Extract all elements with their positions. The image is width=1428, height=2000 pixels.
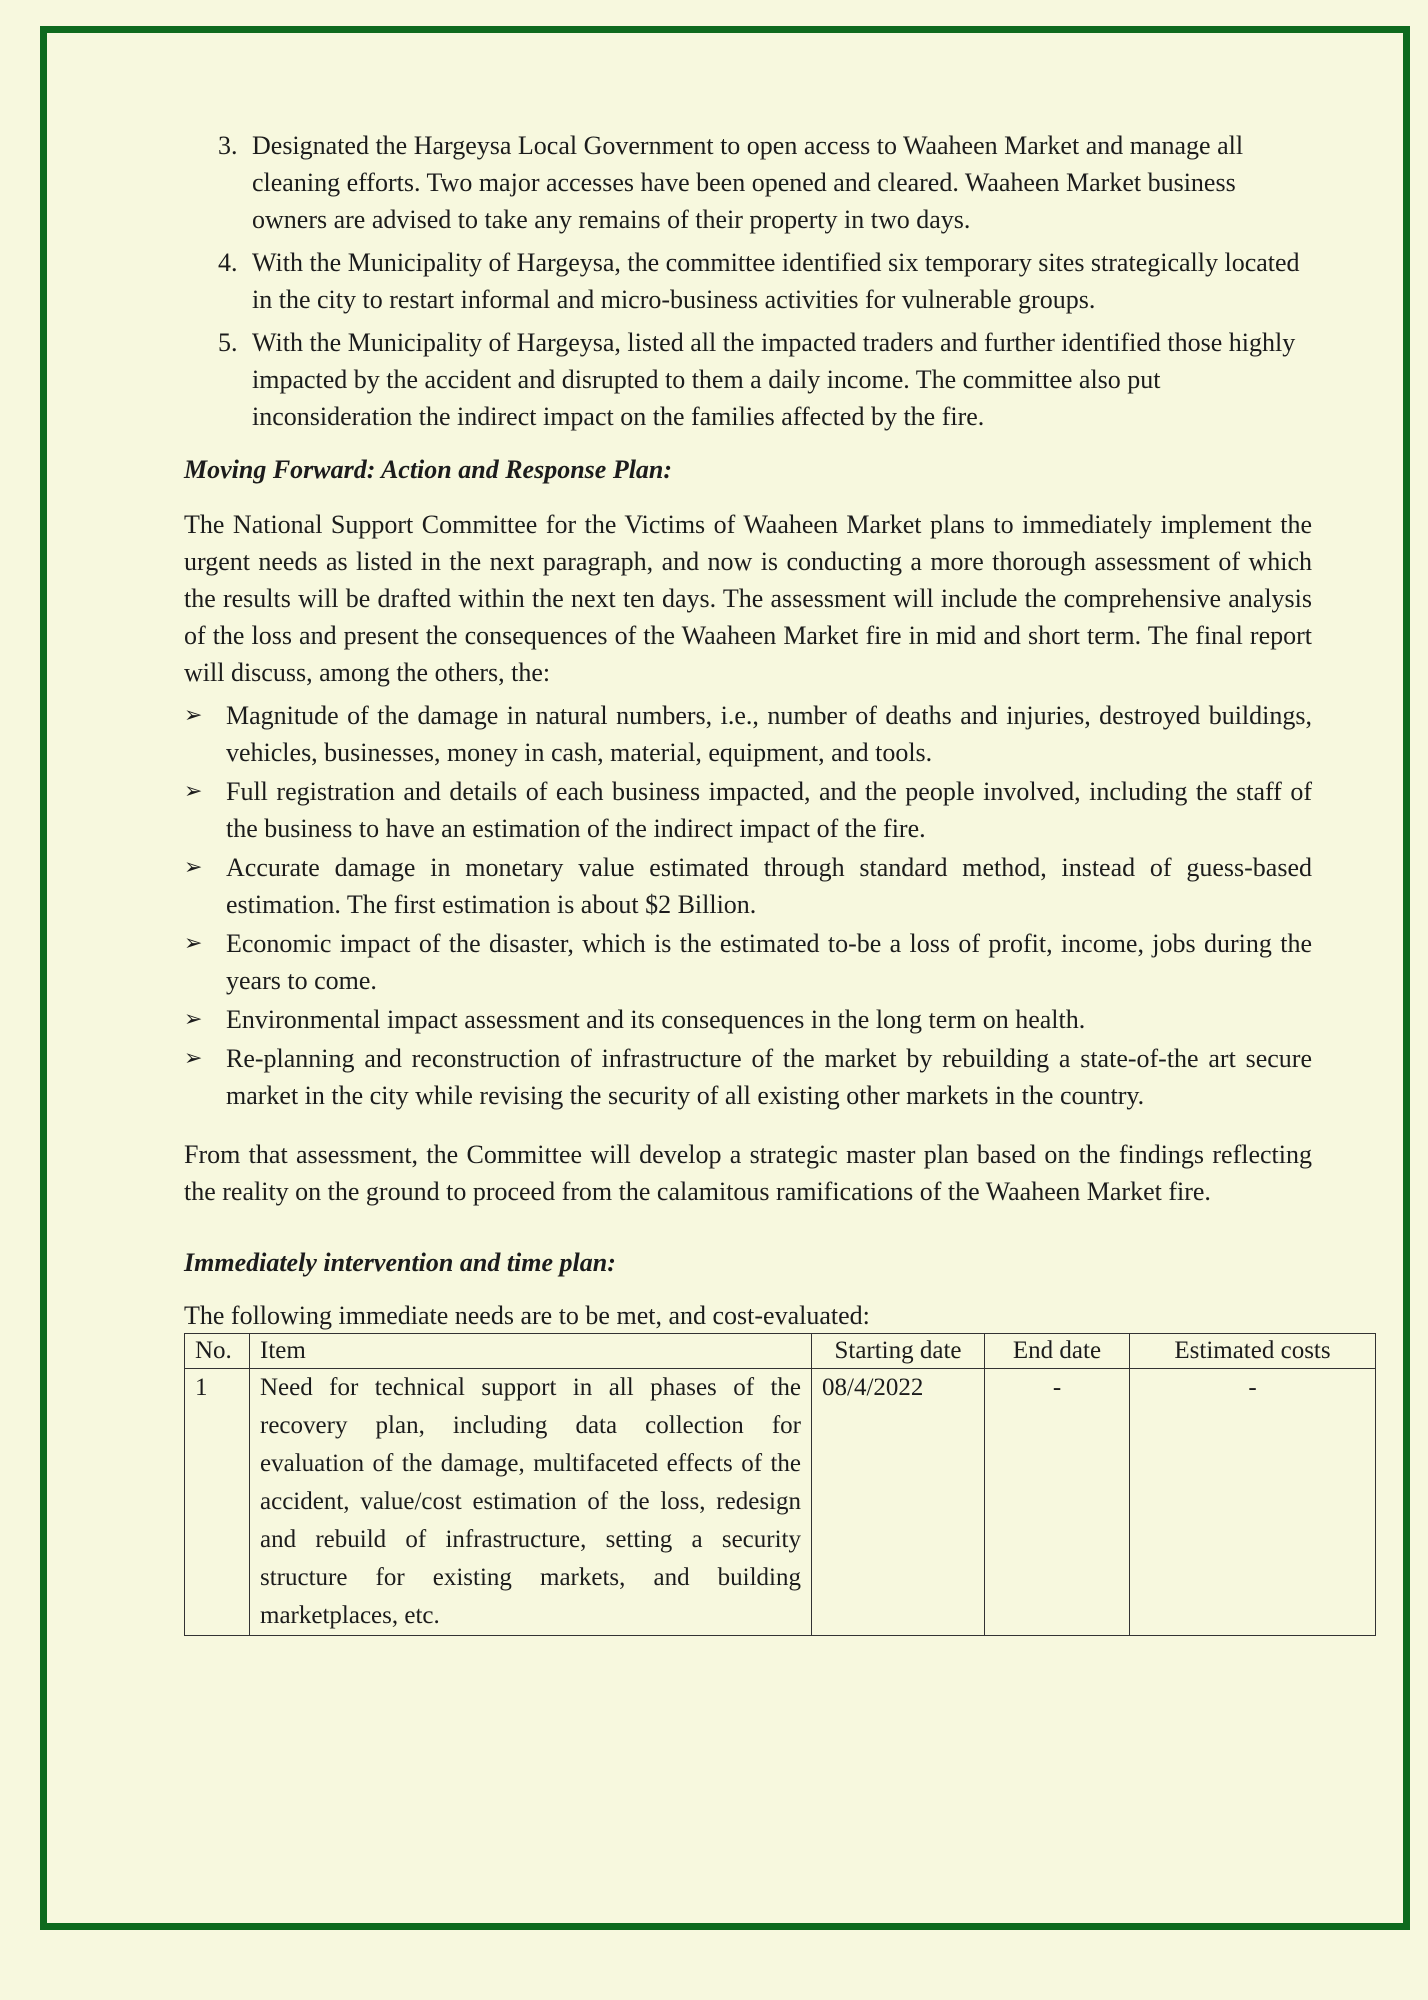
list-item: 3. Designated the Hargeysa Local Government to open access to Waaheen Market and manage all cleaning efforts. Two major accesses have been opened and cleared. Waaheen Market business owners are advised to take any remains of their property in two days. bbox=[218, 131, 1244, 234]
cell-end-date: - bbox=[985, 1369, 1130, 1636]
arrow-bullet-icon: ➢ bbox=[184, 855, 203, 880]
bullet-item: ➢ Accurate damage in monetary value estimated through standard method, instead of guess-based estimation. The first estimation is about $2 Billion. bbox=[184, 849, 1312, 923]
bullet-item: ➢ Magnitude of the damage in natural numbers, i.e., number of deaths and injuries, destroyed buildings, vehicles, businesses, money in cash, material, equipment, and tools. bbox=[184, 697, 1312, 771]
arrow-bullet-icon: ➢ bbox=[184, 779, 203, 804]
header-no: No. bbox=[185, 1334, 250, 1369]
arrow-bullet-icon: ➢ bbox=[184, 1007, 203, 1032]
header-end-date: End date bbox=[985, 1334, 1130, 1369]
section-heading: Moving Forward: Action and Response Plan: bbox=[184, 455, 673, 484]
arrow-bullet-icon: ➢ bbox=[184, 703, 203, 728]
bullet-list bbox=[184, 697, 1312, 1114]
cell-estimated-costs: - bbox=[1130, 1369, 1376, 1636]
arrow-bullet-icon: ➢ bbox=[184, 931, 203, 956]
bullet-item: ➢ Re-planning and reconstruction of infrastructure of the market by rebuilding a state-of-the art secure market in the city while revising the security of all existing other markets in the country. bbox=[184, 1040, 1312, 1114]
header-item: Item bbox=[250, 1334, 812, 1369]
table-header-row bbox=[185, 1334, 1376, 1369]
paragraph: From that assessment, the Committee will develop a strategic master plan based on the findings reflecting the reality on the ground to proceed from the calamitous ramifications of the Waaheen Market fire. bbox=[184, 1140, 1312, 1206]
section-heading: Immediately intervention and time plan: bbox=[184, 1248, 616, 1277]
arrow-bullet-icon: ➢ bbox=[184, 1046, 203, 1071]
header-start-date: Starting date bbox=[812, 1334, 985, 1369]
table-intro: The following immediate needs are to be met, and cost-evaluated: bbox=[184, 1301, 870, 1330]
bullet-item: ➢ Environmental impact assessment and its consequences in the long term on health. bbox=[184, 1001, 1312, 1038]
bullet-item: ➢ Economic impact of the disaster, which is the estimated to-be a loss of profit, income, jobs during the years to come. bbox=[184, 925, 1312, 999]
document-body bbox=[184, 127, 1331, 1636]
paragraph: The National Support Committee for the Victims of Waaheen Market plans to immediately implement the urgent needs as listed in the next paragraph, and now is conducting a more thorough assessment of which the results will be drafted within the next ten days. The assessment will include the comprehensive analysis of the loss and present the consequences of the Waaheen Market fire in mid and short term. The final report will discuss, among the others, the: bbox=[184, 510, 1312, 687]
header-estimated-costs: Estimated costs bbox=[1130, 1334, 1376, 1369]
bullet-item: ➢ Full registration and details of each business impacted, and the people involved, including the staff of the business to have an estimation of the indirect impact of the fire. bbox=[184, 773, 1312, 847]
cell-start-date: 08/4/2022 bbox=[812, 1369, 985, 1636]
numbered-list bbox=[184, 127, 1312, 435]
cell-item: Need for technical support in all phases of the recovery plan, including data collection for evaluation of the damage, multifaceted effects of the accident, value/cost estimation of the loss, redesign and rebuild of infrastructure, setting a security structure for existing markets, and building marketplaces, etc. bbox=[250, 1369, 812, 1636]
list-item: 4. With the Municipality of Hargeysa, the committee identified six temporary sites strategically located in the city to restart informal and micro-business activities for vulnerable groups. bbox=[218, 248, 1300, 314]
cell-no: 1 bbox=[185, 1369, 250, 1636]
costs-table bbox=[184, 1333, 1376, 1636]
table-row bbox=[185, 1369, 1376, 1636]
list-item: 5. With the Municipality of Hargeysa, listed all the impacted traders and further identified those highly impacted by the accident and disrupted to them a daily income. The committee also put inconsideration the indirect impact on the families affected by the fire. bbox=[218, 328, 1296, 431]
